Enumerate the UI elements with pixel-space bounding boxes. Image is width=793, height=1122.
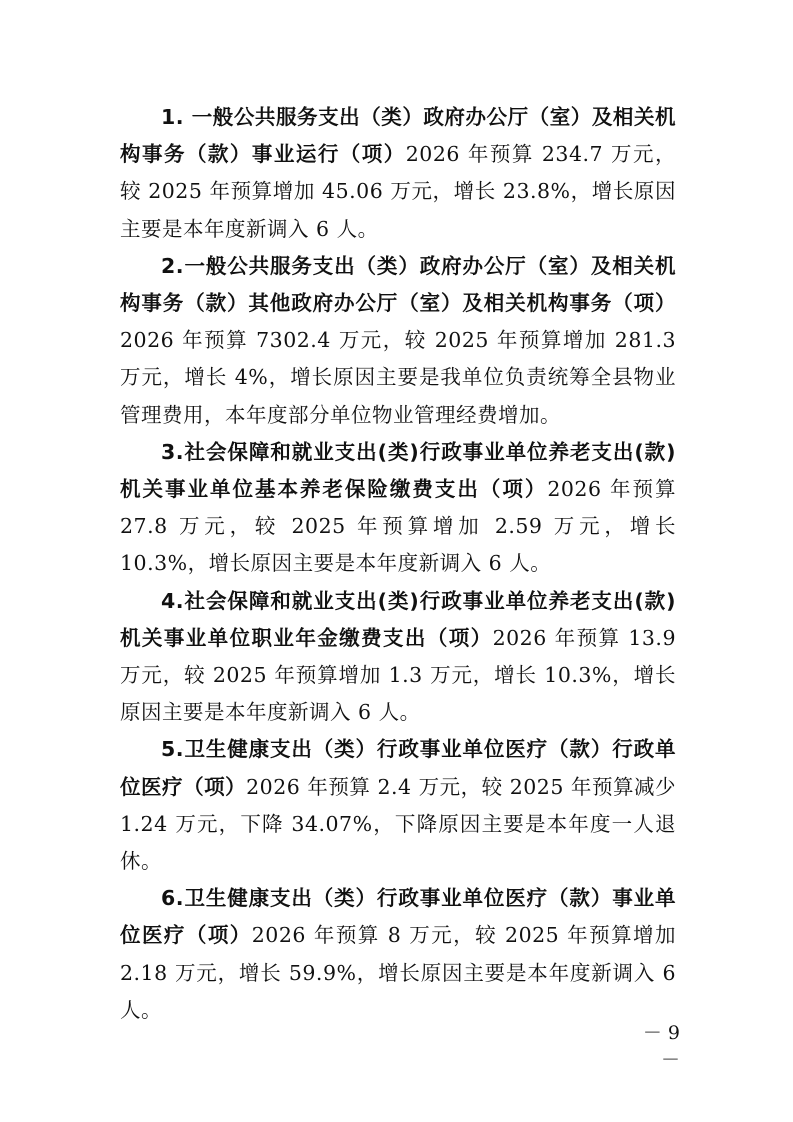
paragraph-5-heading: 5.卫生健康支出（类）行政事业单位医疗（款）行政单位医疗（项） (120, 737, 676, 799)
paragraph-4-heading: 4.社会保障和就业支出(类)行政事业单位养老支出(款)机关事业单位职业年金缴费支出（项） (120, 588, 676, 650)
paragraph-1-heading: 1. 一般公共服务支出（类）政府办公厅（室）及相关机构事务（款）事业运行（项） (120, 105, 676, 167)
paragraph-5-text: 2026 年预算 2.4 万元，较 2025 年预算减少 1.24 万元，下降 34.07%，下降原因主要是本年度一人退休。 (120, 774, 677, 874)
paragraph-3-text: 2026 年预算 27.8 万元，较 2025 年预算增加 2.59 万元，增长 10.3%，增长原因主要是本年度新调入 6 人。 (120, 477, 677, 576)
page-number: － 9 － (642, 1022, 680, 1071)
paragraph-1 (120, 99, 676, 248)
paragraph-1-text: 2026 年预算 234.7 万元，较 2025 年预算增加 45.06 万元，增长 23.8%，增长原因主要是本年度新调入 6 人。 (120, 142, 676, 241)
paragraph-3-heading: 3.社会保障和就业支出(类)行政事业单位养老支出(款)机关事业单位基本养老保险缴费支出（项） (120, 439, 676, 502)
paragraph-4-text: 2026 年预算 13.9 万元，较 2025 年预算增加 1.3 万元，增长 10.3%，增长原因主要是本年度新调入 6 人。 (120, 625, 676, 725)
paragraph-2-text: 2026 年预算 7302.4 万元，较 2025 年预算增加 281.3 万元，增长 4%，增长原因主要是我单位负责统筹全县物业管理费用，本年度部分单位物业管理经费增加。 (120, 328, 676, 427)
paragraph-6 (120, 880, 676, 1029)
paragraph-2-heading: 2.一般公共服务支出（类）政府办公厅（室）及相关机构事务（款）其他政府办公厅（室）及相关机构事务（项） (120, 253, 676, 316)
paragraph-3 (120, 434, 676, 583)
paragraph-6-heading: 6.卫生健康支出（类）行政事业单位医疗（款）事业单位医疗（项） (120, 886, 676, 948)
paragraph-6-text: 2026 年预算 8 万元，较 2025 年预算增加 2.18 万元，增长 59.9%，增长原因主要是本年度新调入 6 人。 (120, 923, 677, 1022)
paragraph-5 (120, 731, 676, 880)
paragraph-4 (120, 583, 676, 732)
paragraph-2 (120, 248, 676, 434)
document-body (120, 99, 676, 1029)
